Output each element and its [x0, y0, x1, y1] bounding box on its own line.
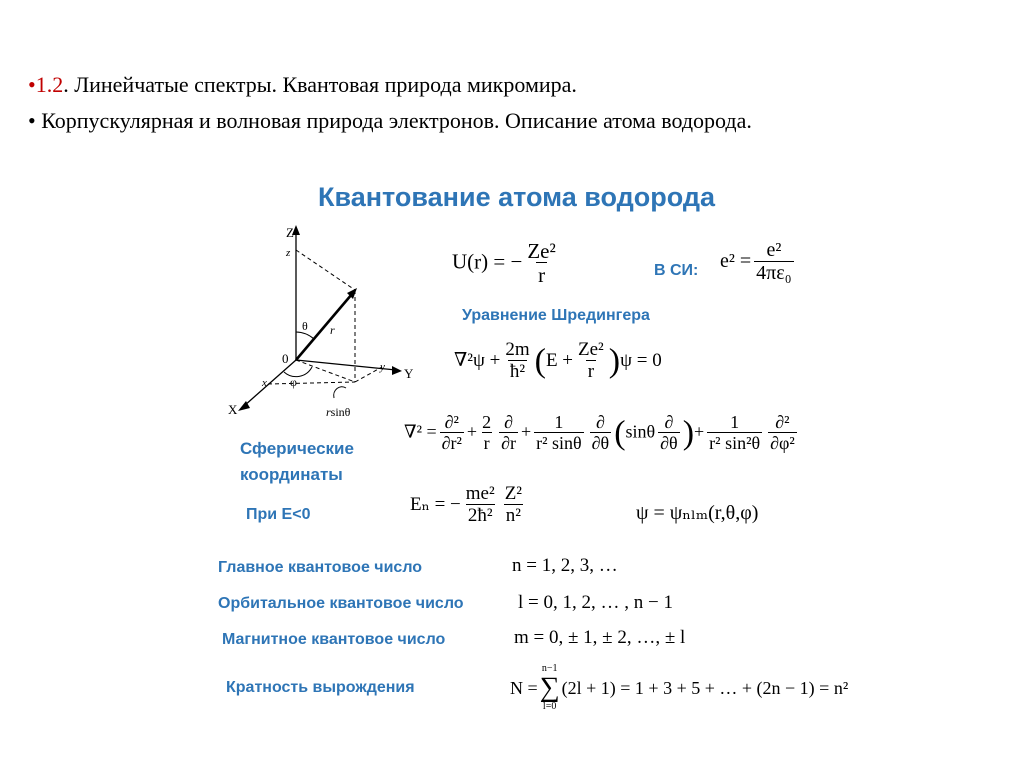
- x-axis: [244, 360, 296, 406]
- orbital-number-values: l = 0, 1, 2, … , n − 1: [518, 592, 673, 613]
- potential-equation: [452, 240, 561, 287]
- schrodinger-equation: ∇²ψ + $\frac{2m}{\text{ħ²}}$ (E + $\frac{\text{Ze²}}{r}$ )ψ = 0: [454, 339, 662, 382]
- axis-y-label: Y: [404, 366, 414, 381]
- principal-number-values: n = 1, 2, 3, …: [512, 555, 618, 576]
- slide-title: Квантование атома водорода: [318, 182, 716, 212]
- spherical-coordinates-label: Сферические координаты: [240, 439, 354, 484]
- y-axis-arrow: [392, 366, 402, 375]
- header-line-1: [28, 72, 577, 98]
- section-number: •1.2: [28, 72, 64, 97]
- r-label: r: [330, 323, 335, 337]
- si-equation: e² = $\frac{\text{e²}}{\text{4πε₀}}$: [720, 239, 792, 284]
- magnetic-number-values: m = 0, ± 1, ± 2, …, ± l: [514, 627, 686, 648]
- spherical-coordinates-diagram: [222, 220, 422, 430]
- orbital-number-label: Орбитальное квантовое число: [218, 595, 464, 612]
- degeneracy-equation: N = n−1 ∑ l=0 (2l + 1) = 1 + 3 + 5 + … + (2n − 1) = n²: [510, 663, 849, 712]
- theta-label: θ: [302, 319, 308, 333]
- axis-y-small-label: y: [380, 361, 385, 373]
- header-line-1-text: . Линейчатые спектры. Квантовая природа микромира.: [63, 72, 577, 97]
- energy-condition-label: При E<0: [246, 506, 311, 523]
- rsin-label: rsinθ: [326, 405, 351, 419]
- header-line-2: • Корпускулярная и волновая природа электронов. Описание атома водорода.: [28, 108, 752, 133]
- schrodinger-label: Уравнение Шредингера: [462, 307, 650, 324]
- si-label: В СИ:: [654, 262, 699, 279]
- principal-number-label: Главное квантовое число: [218, 559, 423, 576]
- axis-z-label: Z: [286, 225, 294, 240]
- degeneracy-label: Кратность вырождения: [226, 679, 415, 696]
- wavefunction: ψ = ψₙₗₘ(r,θ,φ): [636, 502, 759, 524]
- phi-label: φ: [290, 375, 297, 389]
- rsin-arc: [334, 387, 346, 398]
- axis-x-small-label: x: [262, 377, 267, 389]
- origin-label: 0: [282, 351, 289, 366]
- laplacian-equation: ∇² = $\frac{\text{∂²}}{\text{∂r²}}$ + $\frac{2}{r}$ $\frac{\partial}{\partial r}$ + $\frac{1}{\text{r² sinθ}}$ $\frac{\partial}{\partial\theta}$ (sinθ $\frac{\partial}{\partial\theta}$ )+ $\frac{1}{\text{r² sin²θ}}$ $\frac{\text{∂²}}{\text{∂φ²}}$: [404, 412, 795, 453]
- axis-z-small-label: z: [286, 247, 291, 259]
- theta-arc: [296, 332, 314, 339]
- magnetic-number-label: Магнитное квантовое число: [222, 631, 446, 648]
- summation: n−1 ∑ l=0: [539, 663, 560, 712]
- energy-equation: Eₙ = − $\frac{\text{me²}}{\text{2ħ²}}$ $\frac{\text{Z²}}{\text{n²}}$: [410, 483, 522, 526]
- potential-fraction: $\frac{\text{Ze²}}{r}$: [527, 239, 556, 288]
- phi-arc: [284, 367, 312, 377]
- potential-lhs: U(r) = −: [452, 249, 523, 274]
- axis-x-label: X: [228, 402, 238, 417]
